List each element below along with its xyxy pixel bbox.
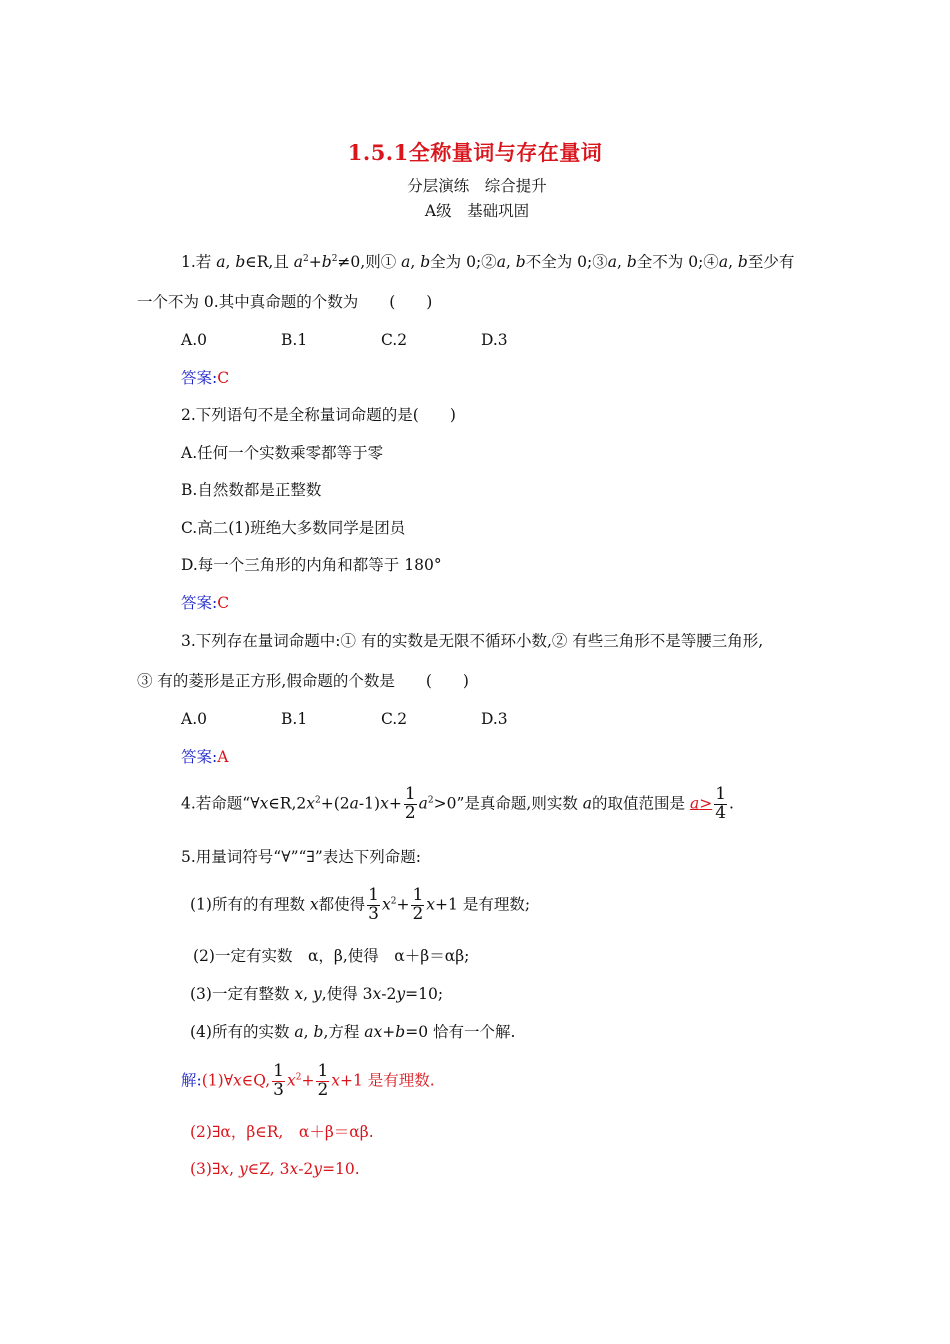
q3-options — [181, 712, 581, 728]
page-subtitle: 分层演练 综合提升 — [407, 177, 547, 195]
q3-option-c: C.2 — [381, 710, 408, 728]
q2-stem: 2.下列语句不是全称量词命题的是( ) — [181, 406, 456, 424]
q2-option-d: D.每一个三角形的内角和都等于 180° — [181, 556, 442, 574]
q5-item-2: (2)一定有实数 α，β,使得 α＋β＝αβ; — [193, 947, 470, 965]
solution-fraction-third: $\frac{1}{3}$ — [273, 1061, 284, 1100]
q3-stem-line1: 3.下列存在量词命题中:① 有的实数是无限不循环小数,② 有些三角形不是等腰三角形, — [181, 632, 764, 650]
q1-answer: 答案:C — [181, 369, 230, 387]
q2-option-c: C.高二(1)班绝大多数同学是团员 — [181, 519, 406, 537]
q5-item-3: (3)一定有整数 x, y,使得 3x-2y=10; — [190, 985, 444, 1003]
solution-fraction-half: $\frac{1}{2}$ — [317, 1061, 329, 1100]
q5-item-4: (4)所有的实数 a, b,方程 ax+b=0 恰有一个解. — [190, 1023, 516, 1041]
q1-option-b: B.1 — [281, 331, 308, 349]
q3-stem-line2: ③ 有的菱形是正方形,假命题的个数是 ( ) — [137, 672, 469, 690]
page-title: 1.5.1全称量词与存在量词 — [347, 140, 603, 165]
level-heading: A级 基础巩固 — [424, 202, 530, 220]
q4-answer: a> — [689, 794, 713, 813]
q5-fraction-third: $\frac{1}{3}$ — [368, 885, 379, 924]
q5-solution-2: (2)∃α，β∈R, α＋β＝αβ. — [190, 1123, 374, 1141]
q1-stem-line2: 一个不为 0.其中真命题的个数为 ( ) — [137, 293, 433, 311]
q2-option-b: B.自然数都是正整数 — [181, 481, 322, 499]
q3-answer: 答案:A — [181, 748, 229, 766]
q2-option-a: A.任何一个实数乘零都等于零 — [181, 444, 384, 462]
q4-stem: 4.若命题“$\forall x\in R,2x^2+(2a-1)x+$ $\frac{1}{2}$ $a^2>0$”是真命题,则实数 a的取值范围是 a> $\frac{1}{4}$ . — [181, 784, 734, 823]
q5-fraction-half: $\frac{1}{2}$ — [412, 885, 424, 924]
q1-stem-line1: 1.若 a, b∈R,且 $a^2+b^2\ne 0$,则① a, b全为 0;②a, b不全为 0;③a, b全不为 0;④a, b至少有 — [181, 253, 795, 271]
q5-solution-1: 解:(1)∀x∈Q, $\frac{1}{3}$ $x^2+$ $\frac{1}{2}$ x+1 是有理数. — [181, 1061, 435, 1100]
q1-options — [181, 333, 581, 349]
q3-option-a: A.0 — [181, 710, 207, 728]
q2-answer: 答案:C — [181, 594, 230, 612]
q3-option-b: B.1 — [281, 710, 308, 728]
q5-solution-3: (3)∃x, y∈Z, 3x-2y=10. — [190, 1160, 360, 1178]
q5-stem: 5.用量词符号“∀”“∃”表达下列命题: — [181, 848, 421, 866]
q3-option-d: D.3 — [481, 710, 508, 728]
q4-fraction-quarter: $\frac{1}{4}$ — [715, 784, 727, 823]
q4-fraction-half: $\frac{1}{2}$ — [404, 784, 416, 823]
q5-item-1: (1)所有的有理数 x都使得 $\frac{1}{3}$ $x^2+$ $\frac{1}{2}$ x+1 是有理数; — [190, 885, 531, 924]
q1-option-a: A.0 — [181, 331, 207, 349]
q1-option-d: D.3 — [481, 331, 508, 349]
q1-option-c: C.2 — [381, 331, 408, 349]
